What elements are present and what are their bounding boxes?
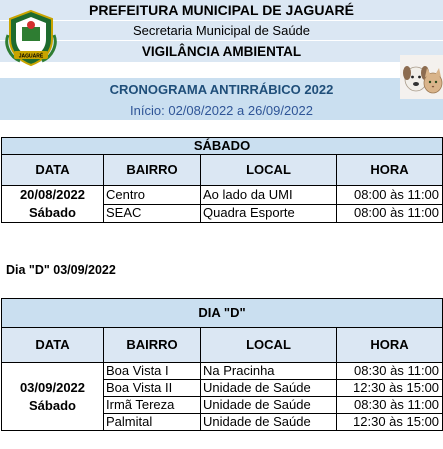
column-header-hora: HORA <box>337 155 443 186</box>
saturday-schedule-table <box>1 137 443 223</box>
bairro-cell: Palmital <box>104 414 201 431</box>
hora-cell: 12:30 às 15:00 <box>337 380 443 397</box>
municipal-crest-logo <box>4 5 58 67</box>
dia-d-schedule-table <box>1 298 443 431</box>
date-value: 03/09/2022 <box>19 379 86 395</box>
date-cell <box>2 363 104 431</box>
header-title: PREFEITURA MUNICIPAL DE JAGUARÉ <box>0 0 443 20</box>
column-header-local: LOCAL <box>201 155 337 186</box>
dog-and-cat-picture <box>400 55 443 99</box>
column-header-data: DATA <box>2 155 104 186</box>
weekday-value: Sábado <box>29 397 76 413</box>
bairro-cell: Irmã Tereza <box>104 397 201 414</box>
hora-cell: 08:30 às 11:00 <box>337 397 443 414</box>
local-cell: Na Pracinha <box>201 363 337 380</box>
table-title: DIA "D" <box>2 299 443 328</box>
column-header-bairro: BAIRRO <box>104 155 201 186</box>
bairro-cell: Centro <box>104 186 201 205</box>
hora-cell: 08:00 às 11:00 <box>337 186 443 205</box>
hora-cell: 12:30 às 15:00 <box>337 414 443 431</box>
column-header-local: LOCAL <box>201 328 337 363</box>
table-row <box>2 363 443 380</box>
local-cell: Unidade de Saúde <box>201 397 337 414</box>
bairro-cell: Boa Vista II <box>104 380 201 397</box>
column-header-data: DATA <box>2 328 104 363</box>
local-cell: Ao lado da UMI <box>201 186 337 205</box>
local-cell: Unidade de Saúde <box>201 380 337 397</box>
date-value: 20/08/2022 <box>19 187 86 202</box>
date-cell <box>2 186 104 223</box>
header-subtitle: Secretaria Municipal de Saúde <box>0 21 443 40</box>
logo-text: JAGUARÉ <box>18 53 44 60</box>
hora-cell: 08:00 às 11:00 <box>337 204 443 223</box>
weekday-value: Sábado <box>29 205 76 220</box>
bairro-cell: Boa Vista I <box>104 363 201 380</box>
bairro-cell: SEAC <box>104 204 201 223</box>
column-header-hora: HORA <box>337 328 443 363</box>
local-cell: Quadra Esporte <box>201 204 337 223</box>
schedule-title: CRONOGRAMA ANTIRRÁBICO 2022 <box>0 78 443 100</box>
dia-d-note: Dia "D" 03/09/2022 <box>6 263 116 277</box>
hora-cell: 08:30 às 11:00 <box>337 363 443 380</box>
local-cell: Unidade de Saúde <box>201 414 337 431</box>
table-row <box>2 186 443 205</box>
column-header-bairro: BAIRRO <box>104 328 201 363</box>
table-title: SÁBADO <box>2 138 443 155</box>
schedule-period: Início: 02/08/2022 a 26/09/2022 <box>0 100 443 120</box>
header-department: VIGILÂNCIA AMBIENTAL <box>0 41 443 62</box>
